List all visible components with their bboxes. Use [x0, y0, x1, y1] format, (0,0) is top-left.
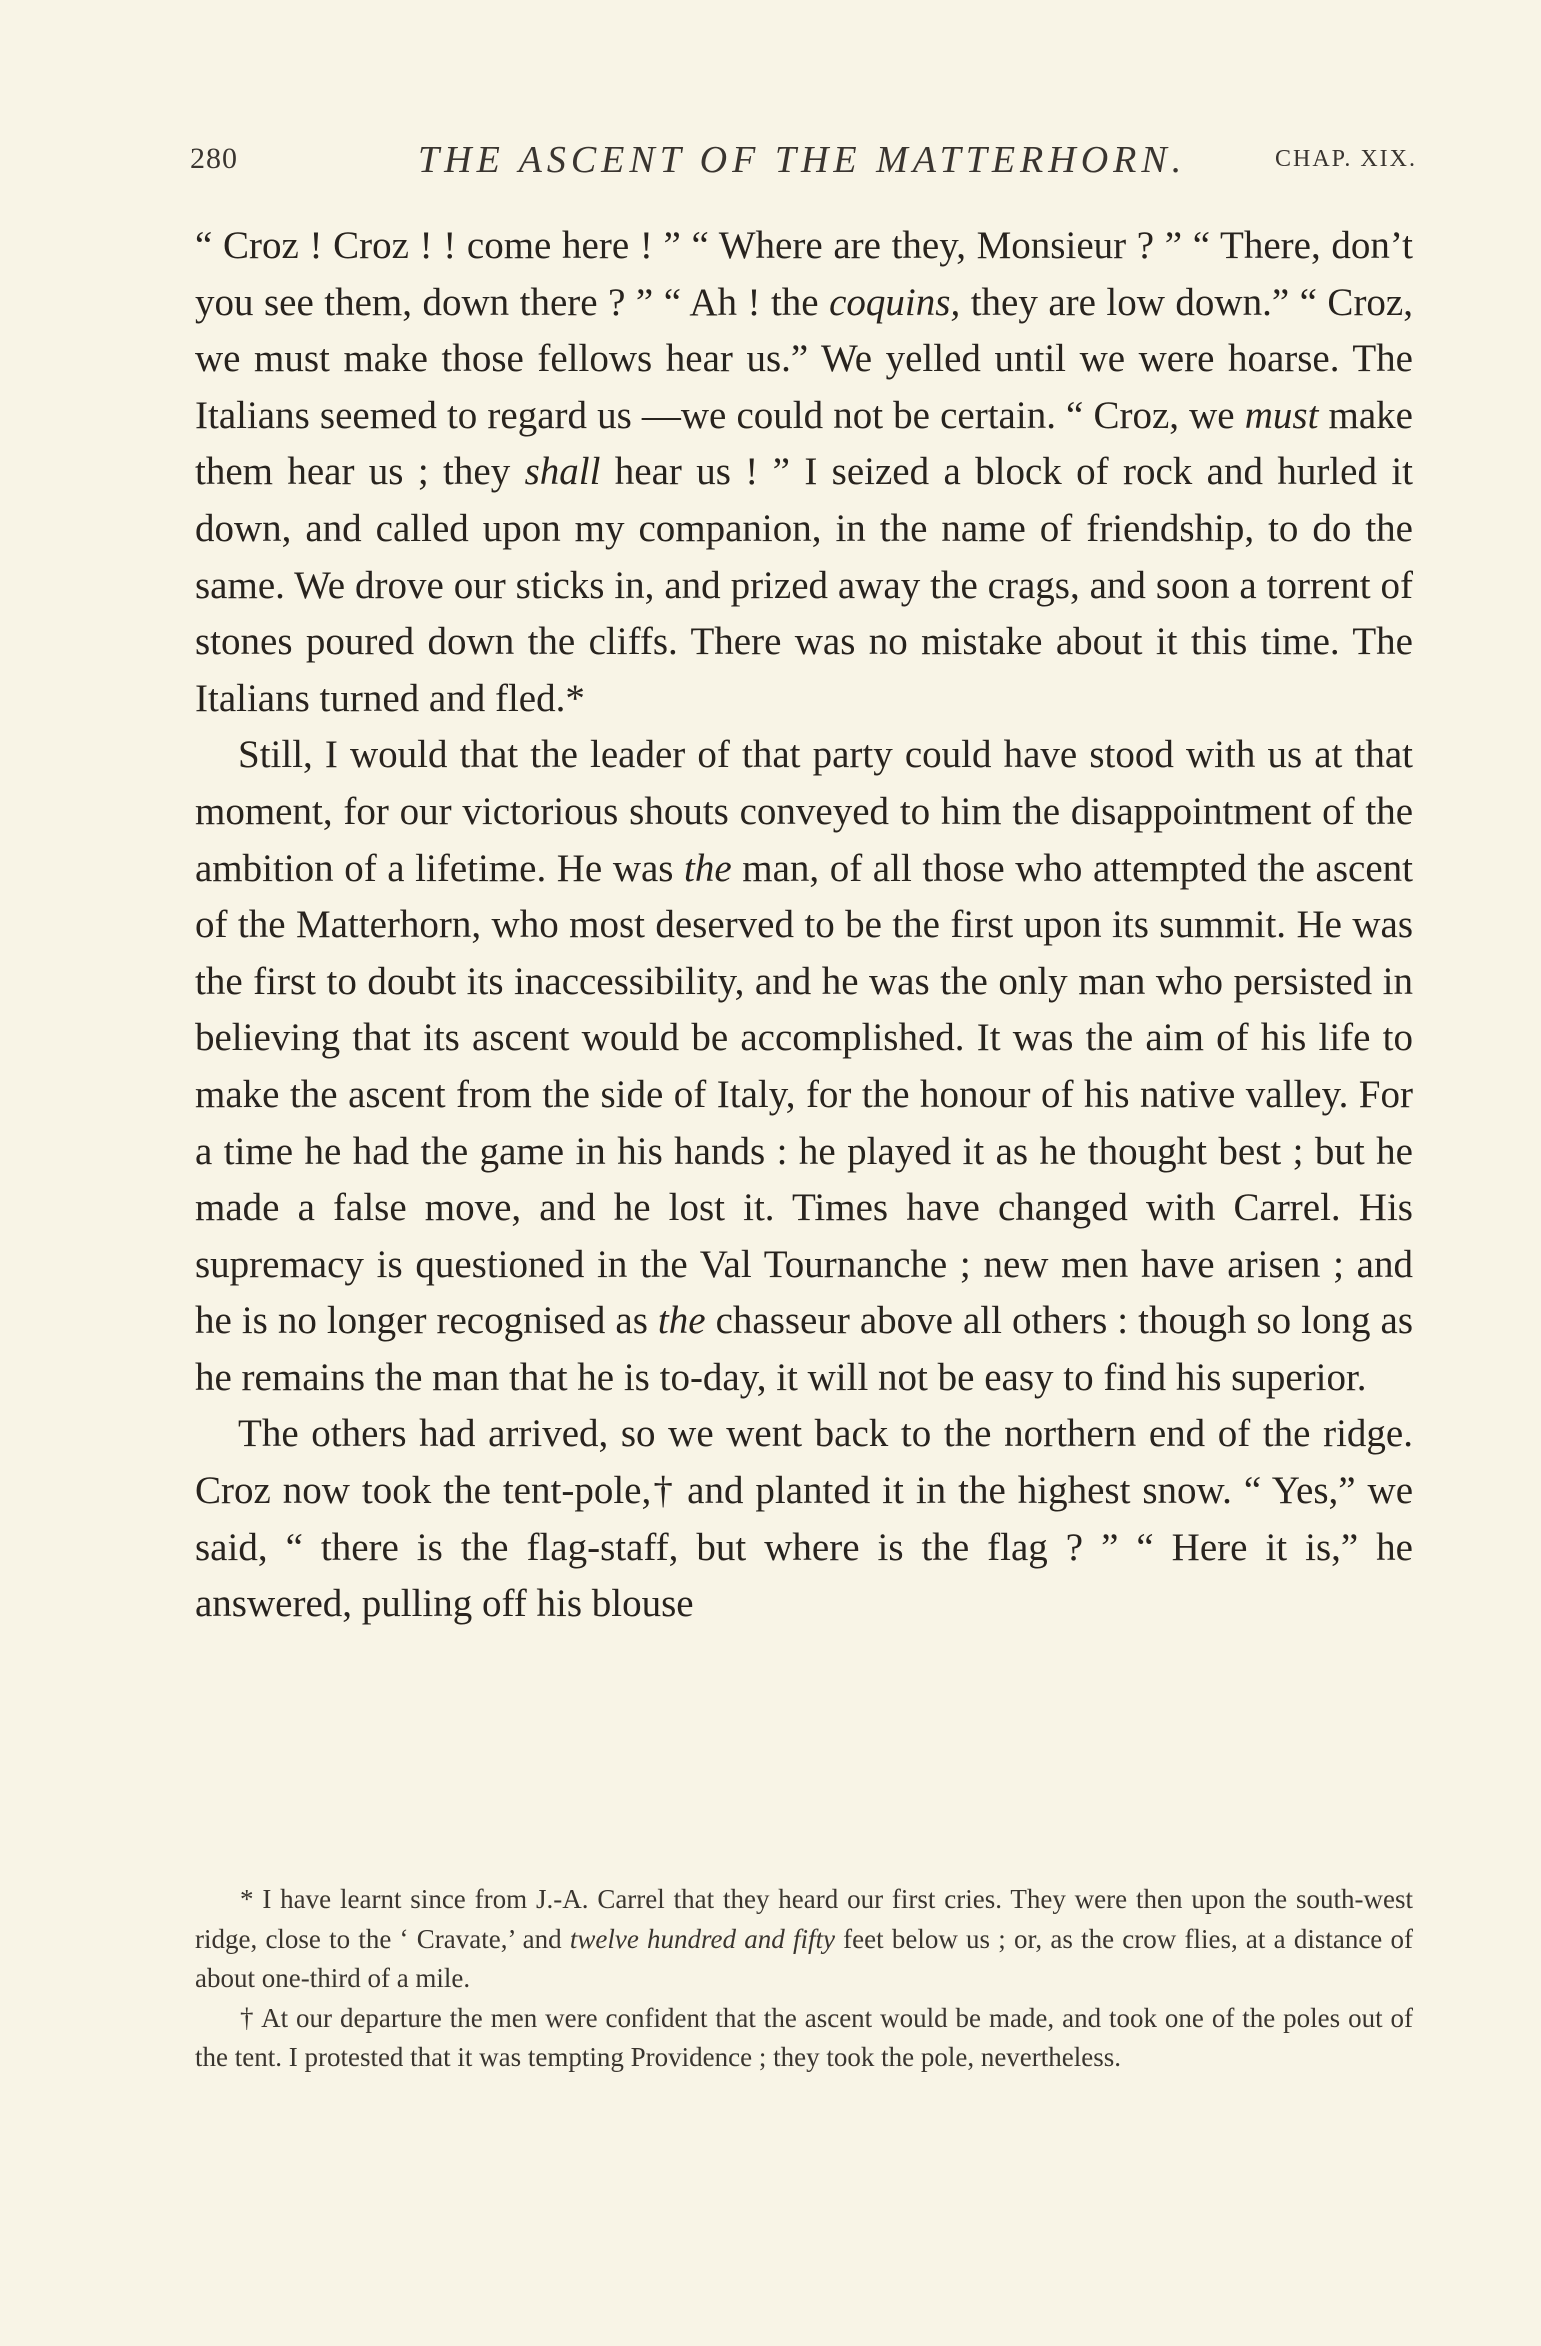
italic-text: must [1244, 393, 1319, 437]
chapter-number: CHAP. XIX. [1274, 146, 1417, 172]
italic-text: the [657, 1299, 706, 1343]
page-number: 280 [190, 142, 238, 175]
italic-text: shall [524, 450, 601, 494]
running-title: THE ASCENT OF THE MATTERHORN. [418, 139, 1187, 181]
text-run: feet below us ; or, as the crow flies, at a distance of about one-third of a mile. [195, 1923, 1413, 1993]
paragraph-1 [195, 218, 1413, 727]
body-text [195, 218, 1413, 1633]
running-head [190, 139, 1417, 182]
text-run: they are low down.” “ Croz, we must make those fellows hear us.” We yelled until we were hoarse. The Italians seemed to regard us —we could not be certain. “ Croz, we [195, 280, 1413, 437]
text-run: † At our departure the men were confident that the ascent would be made, and took one of the poles out of the tent. I protested that it was tempting Providence ; they took the pole, nevertheless. [195, 2002, 1413, 2072]
text-run: make them hear us ; they [195, 393, 1413, 494]
footnotes [195, 1880, 1413, 2078]
italic-text: twelve hundred and fifty [569, 1923, 835, 1954]
text-run: chasseur above all others : though so long as he remains the man that he is to-day, it will not be easy to find his superior. [195, 1299, 1413, 1399]
footnote-dagger [195, 1999, 1413, 2078]
footnote-asterisk [195, 1880, 1413, 1999]
paragraph-3 [195, 1406, 1413, 1632]
text-run: hear us ! ” I seized a block of rock and hurled it down, and called upon my companion, in the name of friendship, to do the same. We drove our sticks in, and prized away the crags, and soon a torrent of stones poured down the cliffs. There was no mistake about it this time. The Italians turned and fled.* [195, 450, 1413, 720]
italic-text: the [684, 846, 732, 890]
paragraph-2 [195, 727, 1413, 1406]
text-run: “ Croz ! Croz ! ! come here ! ” “ Where are they, Monsieur ? ” “ There, don’t you see them, down there ? ” “ Ah ! the [195, 224, 1413, 324]
italic-text: coquins, [829, 280, 961, 324]
text-run: The others had arrived, so we went back to the northern end of the ridge. Croz now took the tent-pole,† and planted it in the highest snow. “ Yes,” we said, “ there is the flag-staff, but where is the flag ? ” “ Here it is,” he answered, pulling off his blouse [195, 1412, 1413, 1626]
text-run: * I have learnt since from J.-A. Carrel that they heard our first cries. They were then upon the south-west ridge, close to the ‘ Cravate,’ and [195, 1884, 1413, 1954]
text-run: Still, I would that the leader of that party could have stood with us at that moment, for our victorious shouts conveyed to him the disappointment of the ambition of a lifetime. He was [195, 733, 1413, 890]
text-run: man, of all those who attempted the ascent of the Matterhorn, who most deserved to be the first upon its summit. He was the first to doubt its inaccessibility, and he was the only man who persisted in believing that its ascent would be accomplished. It was the aim of his life to make the ascent from the side of Italy, for the honour of his native valley. For a time he had the game in his hands : he played it as he thought best ; but he made a false move, and he lost it. Times have changed with Carrel. His supremacy is questioned in the Val Tournanche ; new men have arisen ; and he is no longer recognised as [195, 846, 1413, 1343]
